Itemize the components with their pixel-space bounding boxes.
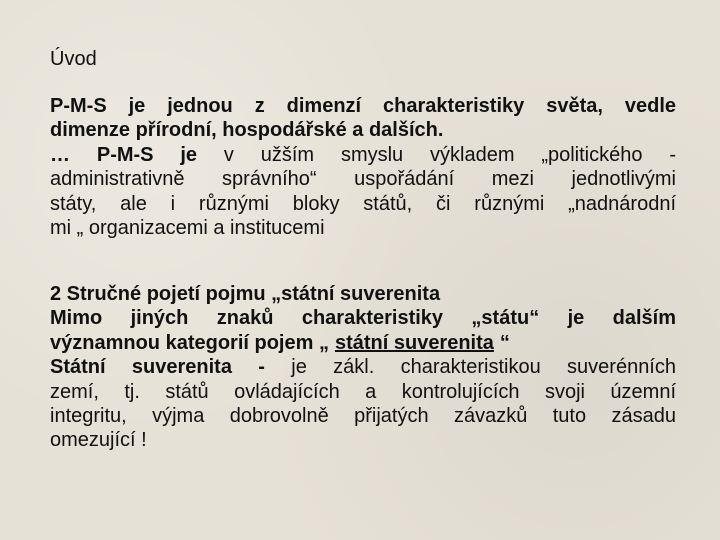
text-regular: integritu, výjma dobrovolně přijatých závazků tuto zásadu [50, 405, 676, 428]
text-line [50, 306, 676, 330]
text-regular: státy, ale i různými bloky států, či různými „nadnárodní [50, 192, 676, 215]
text-line [50, 118, 676, 142]
text-line [50, 404, 676, 428]
text-line [50, 355, 676, 379]
text-regular: administrativně správního“ uspořádání mezi jednotlivými [50, 168, 676, 191]
text-line [50, 216, 676, 240]
paragraph-dimensions [50, 94, 676, 240]
text-line [50, 192, 676, 216]
slide-title: Úvod [50, 48, 97, 70]
text-bold: 2 Stručné pojetí pojmu „státní suverenita [50, 283, 441, 305]
text-bold: dimenze přírodní, hospodářské a dalších. [50, 119, 444, 142]
slide [50, 0, 676, 540]
text-line [50, 94, 676, 118]
text-line [50, 331, 676, 355]
text-line [50, 380, 676, 404]
paragraph-sovereignty [50, 282, 676, 453]
text-line [50, 428, 676, 452]
text-line [50, 143, 676, 167]
text-bold: významnou kategorií pojem „ [50, 331, 329, 354]
text-bold: … P-M-S je [50, 143, 198, 166]
text-line [50, 167, 676, 191]
text-regular: omezující ! [50, 429, 147, 452]
section-heading [50, 282, 676, 306]
text-regular: zemí, tj. států ovládajících a kontrolujících svoji územní [50, 380, 676, 403]
text-bold: Státní suverenita - [50, 356, 265, 379]
text-bold: “ [499, 331, 510, 354]
text-regular: v užším smyslu výkladem „politického - [223, 143, 677, 166]
text-bold: P-M-S je jednou z dimenzí charakteristiky světa, vedle [50, 95, 676, 117]
text-bold: Mimo jiných znaků charakteristiky „státu“ je dalším [50, 307, 676, 330]
text-regular: mi „ organizacemi a institucemi [50, 217, 325, 240]
text-regular: je zákl. charakteristikou suverénních [291, 356, 676, 379]
term-underlined: státní suverenita [334, 331, 494, 354]
